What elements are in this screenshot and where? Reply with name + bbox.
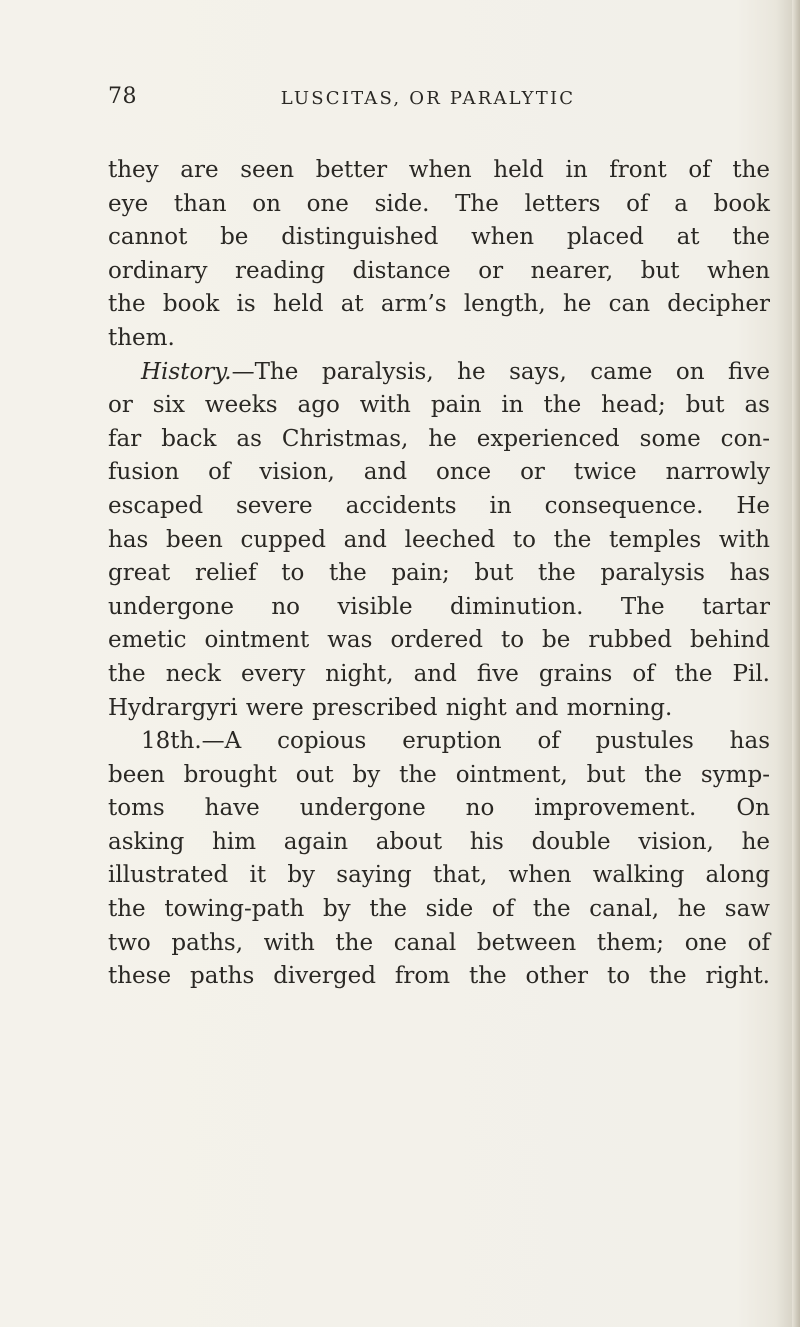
text-line: 18th.—A copious eruption of pustules has [141,728,770,755]
paragraph-1 [108,154,770,356]
text-line: fusion of vision, and once or twice narrowly [108,459,770,486]
text-line: them. [108,324,175,351]
page-number: 78 [108,84,137,109]
text-line: Hydrargyri were prescribed night and morning. [108,694,673,721]
history-line-rest: —The paralysis, he says, came on five [231,358,770,385]
text-line: ordinary reading distance or nearer, but when [108,257,770,284]
text-line: asking him again about his double vision, he [108,828,770,855]
running-head [108,84,748,124]
text-line: the book is held at arm’s length, he can decipher [108,291,770,318]
text-line: undergone no visible diminution. The tartar [108,593,770,620]
text-line: eye than on one side. The letters of a book [108,190,770,217]
text-line: cannot be distinguished when placed at the [108,224,770,251]
text-line: they are seen better when held in front of the [108,157,770,183]
running-title: LUSCITAS, OR PARALYTIC [280,88,576,109]
text-line: the towing-path by the side of the canal, he saw [108,896,770,923]
page-edge-shadow [792,0,800,1327]
text-line: far back as Christmas, he experienced some con- [108,425,770,452]
text-line: great relief to the pain; but the paralysis has [108,560,770,587]
text-line-with-label [108,356,770,390]
text-line: two paths, with the canal between them; one of [108,929,770,956]
text-line: escaped severe accidents in consequence. He [108,492,770,519]
text-line: the neck every night, and five grains of the Pil. [108,660,770,687]
text-line: emetic ointment was ordered to be rubbed behind [108,627,770,654]
paragraph-3 [108,725,770,994]
paragraph-2 [108,356,770,726]
history-label: History. [141,358,232,385]
text-line: or six weeks ago with pain in the head; but as [108,392,770,419]
text-line: been brought out by the ointment, but the symp- [108,761,770,788]
text-line: illustrated it by saying that, when walking along [108,862,770,889]
main-text [108,154,770,994]
text-line: toms have undergone no improvement. On [108,795,770,822]
text-line: these paths diverged from the other to the right. [108,963,770,990]
text-line: has been cupped and leeched to the temples with [108,526,770,553]
